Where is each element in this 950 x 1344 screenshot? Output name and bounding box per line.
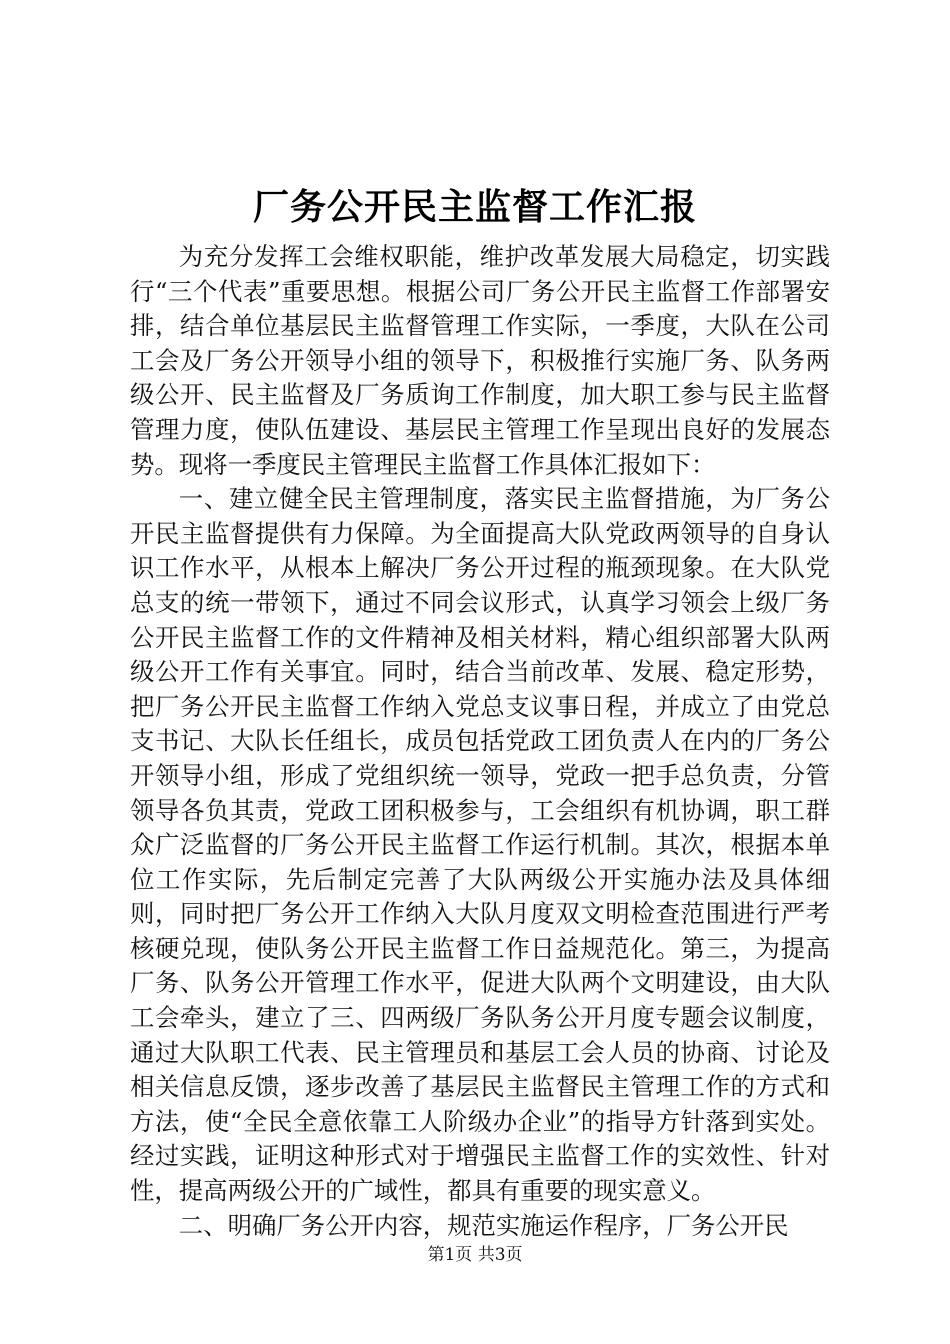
paragraph-section-1: 一、建立健全民主管理制度，落实民主监督措施，为厂务公开民主监督提供有力保障。为全面提高大队党政两领导的自身认识工作水平，从根本上解决厂务公开过程的瓶颈现象。在大队党总支的统一带领下，通过不同会议形式，认真学习领会上级厂务公开民主监督工作的文件精神及相关材料，精心组织部署大队两级公开工作有关事宜。同时，结合当前改革、发展、稳定形势，把厂务公开民主监督工作纳入党总支议事日程，并成立了由党总支书记、大队长任组长，成员包括党政工团负责人在内的厂务公开领导小组，形成了党组织统一领导，党政一把手总负责，分管领导各负其责，党政工团积极参与，工会组织有机协调，职工群众广泛监督的厂务公开民主监督工作运行机制。其次，根据本单位工作实际，先后制定完善了大队两级公开实施办法及具体细则，同时把厂务公开工作纳入大队月度双文明检查范围进行严考核硬兑现，使队务公开民主监督工作日益规范化。第三，为提高厂务、队务公开管理工作水平，促进大队两个文明建设，由大队工会牵头，建立了三、四两级厂务队务公开月度专题会议制度，通过大队职工代表、民主管理员和基层工会人员的协商、讨论及相关信息反馈，逐步改善了基层民主监督民主管理工作的方式和方法，使“全民全意依靠工人阶级办企业”的指导方针落到实处。经过实践，证明这种形式对于增强民主监督工作的实效性、针对性，提高两级公开的广域性，都具有重要的现实意义。 — [130, 484, 830, 1206]
paragraph-section-2: 二、明确厂务公开内容，规范实施运作程序，厂务公开民 — [178, 1210, 789, 1240]
paragraph-intro: 为充分发挥工会维权职能，维护改革发展大局稳定，切实践行“三个代表”重要思想。根据公司厂务公开民主监督工作部署安排，结合单位基层民主监督管理工作实际，一季度，大队在公司工会及厂务公开领导小组的领导下，积极推行实施厂务、队务两级公开、民主监督及厂务质询工作制度，加大职工参与民主监督管理力度，使队伍建设、基层民主管理工作呈现出良好的发展态势。现将一季度民主管理民主监督工作具体汇报如下： — [130, 242, 830, 479]
page-footer: 第1页 共3页 — [427, 1245, 523, 1265]
document-title: 厂务公开民主监督工作汇报 — [252, 186, 697, 228]
document-body — [130, 240, 830, 1243]
